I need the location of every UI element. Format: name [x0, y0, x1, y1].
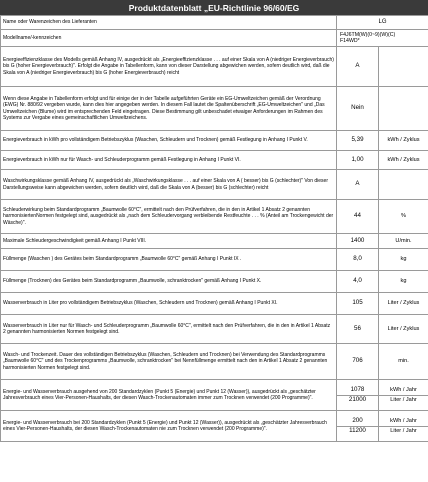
- row-energy-wash: [1, 151, 428, 170]
- annual-200-energy: 1078: [350, 386, 365, 394]
- energy-total-value: 5,39: [337, 131, 379, 151]
- row-energy-class: [1, 47, 428, 87]
- row-description: Wasserverbrauch in Liter pro vollständigem Betriebszyklus (Waschen, Schleudern und Trocknen) gemäß Anhang I Punkt XI.: [1, 293, 337, 315]
- annual-200-energy-unit: kWh / Jahr: [390, 387, 417, 394]
- row-ecolabel: [1, 87, 428, 131]
- row-model: [1, 30, 428, 47]
- model-code-alt: F14WD*: [340, 38, 360, 44]
- capacity-wash-value: 8,0: [337, 249, 379, 271]
- supplier-value: LG: [337, 16, 428, 30]
- row-description: Energieverbrauch in kWh nur für Wasch- und Schleuderprogramm gemäß Festlegung in Anhang I Punkt VI.: [1, 151, 337, 170]
- water-total-value: 105: [337, 293, 379, 315]
- row-description: Energie- und Wasserverbrauch ausgehend von 200 Standardzyklen (Punkt 5 (Energie) und Punkt 12 (Wasser)), ausgedrückt als „geschätzter Jahresverbrauch eines Vier-Personen-Haushalts, der diesen Wasch-Trockenautomaten immer zum Trocknen verwendet (200 Programme)".: [1, 380, 337, 411]
- duration-unit: min.: [379, 344, 428, 380]
- row-wash-class: [1, 170, 428, 200]
- energy-wash-unit: kWh / Zyklus: [379, 151, 428, 170]
- spin-effect-unit: %: [379, 200, 428, 234]
- annual-200-wash-water: 11200: [337, 426, 379, 434]
- row-capacity-dry: [1, 271, 428, 293]
- annual-200-water-unit: Liter / Jahr: [379, 395, 428, 403]
- spin-effect-value: 44: [337, 200, 379, 234]
- row-description: Energie- und Wasserverbrauch bei 200 Standardzyklen (Punkt 5 (Energie) und Punkt 12 (Wasser)), ausgedrückt als „geschätzter Jahresverbrauch eines Vier-Personen-Haushalts, der diesen Wasch-Trockenautomaten nie zum Trocknen verwendet (200 Programme)".: [1, 411, 337, 442]
- annual-200-wash-values: [337, 411, 379, 442]
- row-description: Füllmenge (Trocknen) des Gerätes beim Standardprogramm „Baumwolle, schranktrocken" gemäß Anhang I Punkt X.: [1, 271, 337, 293]
- water-wash-value: 56: [337, 315, 379, 344]
- row-description: Wasserverbrauch in Liter nur für Wasch- und Schleuderprogramm „Baumwolle 60°C", ermittelt nach den Prüfverfahren, die in den in Artikel 1 Absatz 2 genannten harmonisierten Normen festgelegt sind.: [1, 315, 337, 344]
- energy-wash-value: 1,00: [337, 151, 379, 170]
- row-supplier: [1, 16, 428, 30]
- row-description: Modellname/-kennzeichen: [1, 30, 337, 47]
- row-annual-200: [1, 380, 428, 411]
- wash-class-unit: [379, 170, 428, 200]
- row-energy-total: [1, 131, 428, 151]
- water-total-unit: Liter / Zyklus: [379, 293, 428, 315]
- row-description: Füllmenge (Waschen ) des Gerätes beim Standardprogramm „Baumwolle 60°C" gemäß Anhang I Punkt IX .: [1, 249, 337, 271]
- row-description: Wasch- und Trockenzeit. Dauer des vollständigen Betriebszyklus (Waschen, Schleudern und Trocknen) bei Verwendung des Standardprogramms „Baumwolle 60°C" und des Trockenprogramms „Baumwolle, schranktrocken" bei Nennfüllmenge ermittelt nach den in Artikel 1 Absatz 2 genannten harmonisierten Normen festgelegt sind.: [1, 344, 337, 380]
- wash-class-value: A: [337, 170, 379, 200]
- row-spin-speed: [1, 234, 428, 249]
- row-duration: [1, 344, 428, 380]
- model-code: F4J6TM(W)(0~9)(W)(C): [340, 32, 396, 38]
- row-annual-200-wash: [1, 411, 428, 442]
- row-description: Maximale Schleudergeschwindigkeit gemäß Anhang I Punkt VIII.: [1, 234, 337, 249]
- energy-class-unit: [379, 47, 428, 87]
- spec-table: [0, 15, 428, 442]
- row-description: Energieeffizienzklasse des Modells gemäß Anhang IV, ausgedrückt als „Energieeffizienzklasse . . . auf einer Skala von A (niedriger Energieverbrauch) bis G (hoher Energieverbrauch)". Erfolgt die Angabe in Tabellenform, kann von dieser Darstellung abgewichen werden, sofern deutlich wird, daß die Skala von A (niedriger Energieverbrauch) bis G (hoher Energieverbrauch) reicht: [1, 47, 337, 87]
- row-spin-effect: [1, 200, 428, 234]
- row-description: Waschwirkungsklasse gemäß Anhang IV, ausgedrückt als „Waschwirkungsklasse . . . auf einer Skala von A ( besser) bis G (schlechter)" Von dieser Darstellungsweise kann abgewichen werden, sofern deutlich wird, daß die Skala von A (besser) bis G (schlechter) reicht: [1, 170, 337, 200]
- row-description: Wenn diese Angabe in Tabellenform erfolgt und für einige der in der Tabelle aufgeführten Geräte ein EG-Umweltzeichen gemäß der Verordnung (EWG) Nr. 880/92 vergeben wurde, kann dies hier angegeben werden. In diesem Fall lautet die Spaltenüberschrift „EG-Umweltzeichen" und „Das Umweltzeichen (Blume) wird im entsprechenden Feld eingetragen. Diese Bestimmung gilt unbeschadet etwaiger Anforderungen im Rahmen des Systems zur Vergabe eines gemeinschaftlichen Umweltzeichens.: [1, 87, 337, 131]
- annual-200-wash-energy-unit: kWh / Jahr: [390, 418, 417, 425]
- annual-200-water: 21000: [337, 395, 379, 403]
- annual-200-wash-units: [379, 411, 428, 442]
- ecolabel-value: Nein: [337, 87, 379, 131]
- row-description: Name oder Warenzeichen des Lieferanten: [1, 16, 337, 30]
- capacity-dry-unit: kg: [379, 271, 428, 293]
- row-description: Schleuderwirkung beim Standardprogramm „Baumwolle 60°C", ermittelt nach den Prüfverfahren, die in den in Artikel 1 Absatz 2 genannten harmonisiertenNormen festgelegt sind, ausgedrückt als „nach dem Schleudervorgang verbleibende Restfeuchte . . . % (Anteil am Trockengewicht der Wäsche)".: [1, 200, 337, 234]
- row-water-total: [1, 293, 428, 315]
- capacity-dry-value: 4,0: [337, 271, 379, 293]
- model-value: [337, 30, 428, 47]
- duration-value: 706: [337, 344, 379, 380]
- spin-speed-value: 1400: [337, 234, 379, 249]
- annual-200-wash-water-unit: Liter / Jahr: [379, 426, 428, 434]
- annual-200-values: [337, 380, 379, 411]
- capacity-wash-unit: kg: [379, 249, 428, 271]
- annual-200-units: [379, 380, 428, 411]
- annual-200-wash-energy: 200: [352, 417, 363, 425]
- energy-total-unit: kWh / Zyklus: [379, 131, 428, 151]
- ecolabel-unit: [379, 87, 428, 131]
- water-wash-unit: Liter / Zyklus: [379, 315, 428, 344]
- row-description: Energieverbrauch in kWh pro vollständigem Betriebszyklus (Waschen, Schleudern und Trocknen) gemäß Festlegung in Anhang I Punkt V.: [1, 131, 337, 151]
- spin-speed-unit: U/min.: [379, 234, 428, 249]
- energy-class-value: A: [337, 47, 379, 87]
- row-water-wash: [1, 315, 428, 344]
- sheet-title: Produktdatenblatt „EU-Richtlinie 96/60/EG: [0, 0, 428, 15]
- row-capacity-wash: [1, 249, 428, 271]
